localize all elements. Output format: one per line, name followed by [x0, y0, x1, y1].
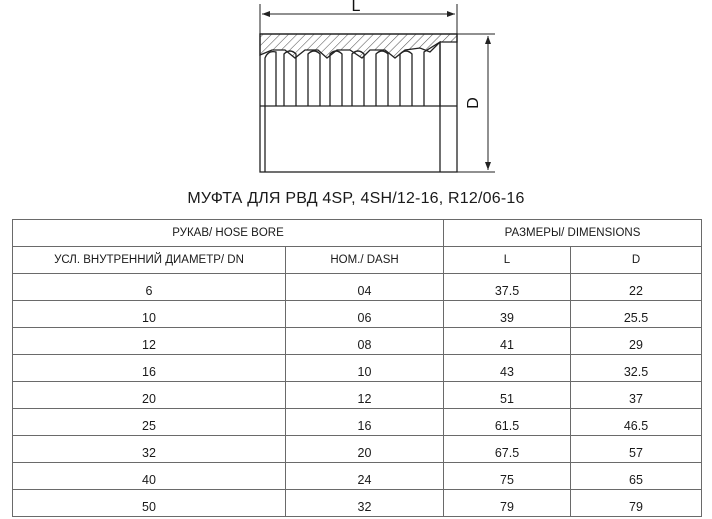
- cell-dn: 6: [13, 274, 286, 301]
- table-row: [13, 274, 702, 301]
- header-hose-bore: РУКАВ/ HOSE BORE: [13, 220, 444, 247]
- cell-dash: 20: [286, 436, 444, 463]
- cell-dash: 08: [286, 328, 444, 355]
- cell-d: 32.5: [571, 355, 702, 382]
- table-row: [13, 436, 702, 463]
- diameter-dimension: [457, 34, 495, 172]
- cell-l: 51: [444, 382, 571, 409]
- cell-l: 67.5: [444, 436, 571, 463]
- page-title: МУФТА ДЛЯ РВД 4SP, 4SH/12-16, R12/06-16: [187, 190, 525, 207]
- table-row: [13, 409, 702, 436]
- cell-dash: 12: [286, 382, 444, 409]
- length-dimension: [260, 0, 457, 34]
- cell-dn: 10: [13, 301, 286, 328]
- cell-d: 65: [571, 463, 702, 490]
- cell-d: 22: [571, 274, 702, 301]
- cell-l: 75: [444, 463, 571, 490]
- cell-dn: 16: [13, 355, 286, 382]
- cell-dn: 20: [13, 382, 286, 409]
- table-row: [13, 490, 702, 517]
- table-group-header-row: [13, 220, 702, 247]
- cell-d: 29: [571, 328, 702, 355]
- cell-l: 79: [444, 490, 571, 517]
- cell-d: 57: [571, 436, 702, 463]
- cell-dn: 50: [13, 490, 286, 517]
- cell-dash: 16: [286, 409, 444, 436]
- ferrule-drawing: [0, 0, 712, 180]
- diameter-label: D: [465, 97, 482, 109]
- cell-dash: 04: [286, 274, 444, 301]
- table-row: [13, 382, 702, 409]
- cell-d: 46.5: [571, 409, 702, 436]
- header-l: L: [444, 247, 571, 274]
- cell-dash: 24: [286, 463, 444, 490]
- cell-d: 37: [571, 382, 702, 409]
- cell-d: 79: [571, 490, 702, 517]
- dimensions-table: [12, 219, 702, 517]
- cell-d: 25.5: [571, 301, 702, 328]
- cell-l: 41: [444, 328, 571, 355]
- table-column-header-row: [13, 247, 702, 274]
- cell-dn: 40: [13, 463, 286, 490]
- table-row: [13, 355, 702, 382]
- cell-l: 39: [444, 301, 571, 328]
- cell-dn: 25: [13, 409, 286, 436]
- ferrule-body: [260, 34, 457, 172]
- table-row: [13, 328, 702, 355]
- cell-dash: 06: [286, 301, 444, 328]
- header-d: D: [571, 247, 702, 274]
- cell-l: 37.5: [444, 274, 571, 301]
- cell-dash: 10: [286, 355, 444, 382]
- header-dash: НОМ./ DASH: [286, 247, 444, 274]
- length-label: L: [351, 0, 361, 15]
- cell-dash: 32: [286, 490, 444, 517]
- cell-l: 61.5: [444, 409, 571, 436]
- cell-dn: 12: [13, 328, 286, 355]
- table-row: [13, 463, 702, 490]
- header-dn: УСЛ. ВНУТРЕННИЙ ДИАМЕТР/ DN: [13, 247, 286, 274]
- cell-l: 43: [444, 355, 571, 382]
- cell-dn: 32: [13, 436, 286, 463]
- table-row: [13, 301, 702, 328]
- header-dimensions: РАЗМЕРЫ/ DIMENSIONS: [444, 220, 702, 247]
